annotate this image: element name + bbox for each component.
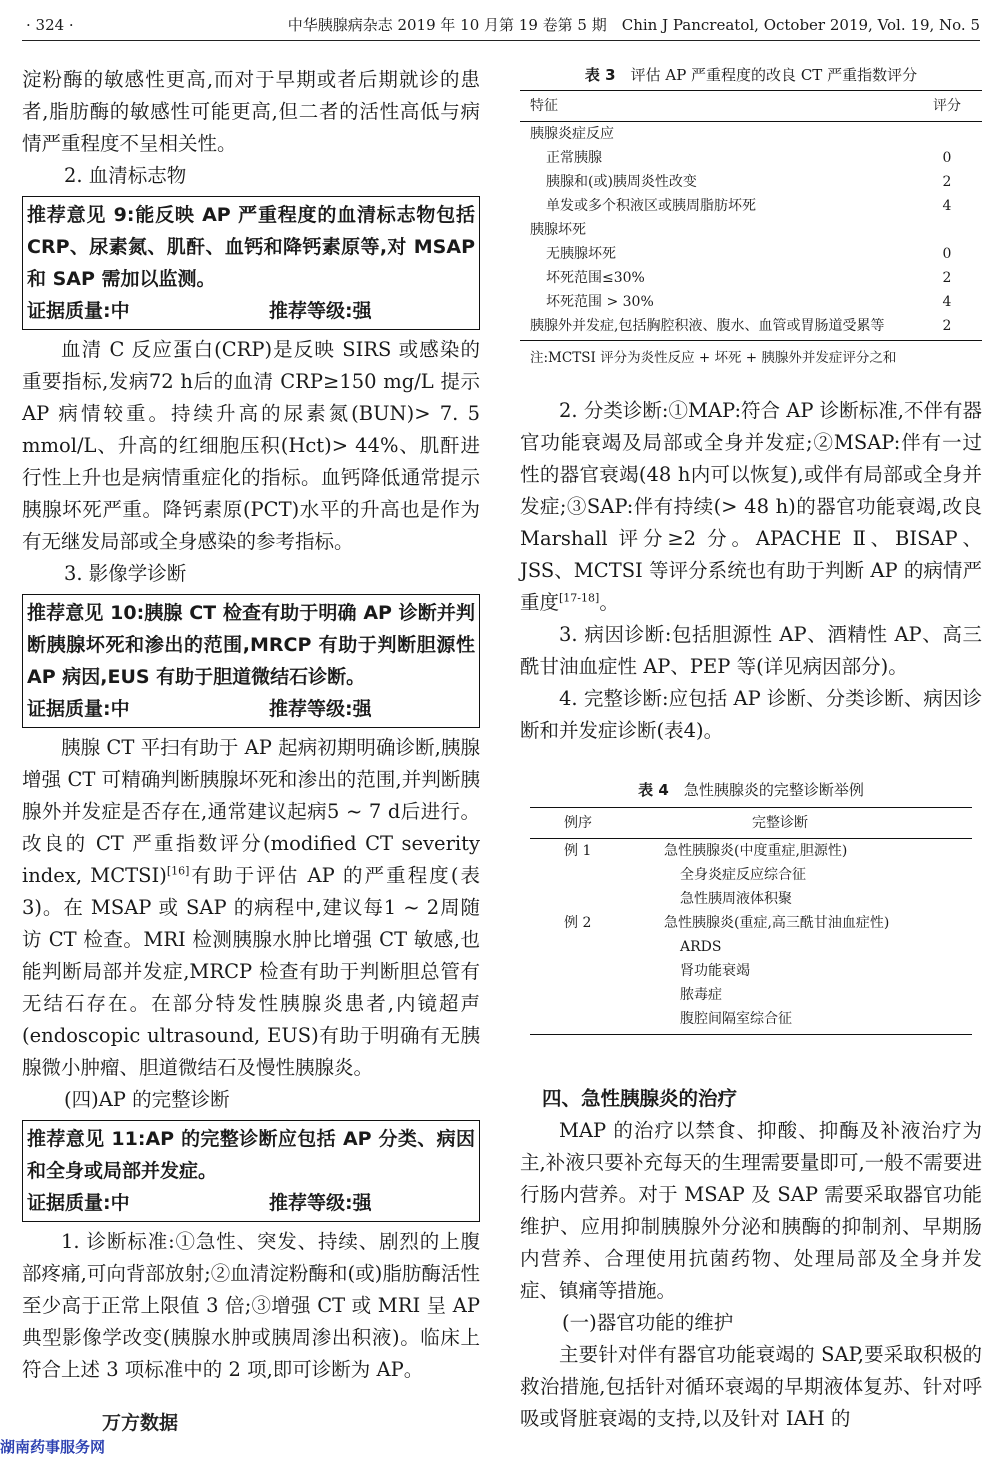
evidence-quality: 证据质量:中 <box>27 698 130 720</box>
site-watermark: 湖南药事服务网 <box>0 1438 106 1456</box>
row-label: 胰腺坏死 <box>530 222 586 238</box>
table-row <box>530 1007 972 1035</box>
table-3-title: 评估 AP 严重程度的改良 CT 严重指数评分 <box>630 66 918 84</box>
case-sub-diagnosis: 急性胰周液体积聚 <box>680 891 792 907</box>
table-row <box>530 839 972 864</box>
running-header <box>22 14 980 41</box>
case-sub-diagnosis: ARDS <box>680 939 722 955</box>
recommendation-9-text: 推荐意见 9:能反映 AP 严重程度的血清标志物包括 CRP、尿素氮、肌酐、血钙和降钙素原等,对 MSAP 和 SAP 需加以监测。 <box>27 204 475 290</box>
row-label: 胰腺外并发症,包括胸腔积液、腹水、血管或胃肠道受累等 <box>520 314 912 341</box>
row-score: 2 <box>912 314 982 341</box>
case-sub-diagnosis: 全身炎症反应综合征 <box>680 867 806 883</box>
table-row <box>520 266 982 290</box>
recommendation-9-meta <box>27 295 475 327</box>
row-label: 坏死范围 > 30% <box>546 294 654 310</box>
recommendation-9-box <box>22 196 480 330</box>
case-sub-diagnosis: 腹腔间隔室综合征 <box>664 1007 972 1035</box>
case-label: 例 1 <box>564 843 592 859</box>
heading-imaging: 3. 影像学诊断 <box>64 562 187 585</box>
table-row <box>520 314 982 341</box>
row-label: 无胰腺坏死 <box>546 246 616 262</box>
table-row <box>520 170 982 194</box>
paragraph-treatment: MAP 的治疗以禁食、抑酸、抑酶及补液治疗为主,补液只要补充每天的生理需要量即可,一般不需要进行肠内营养。对于 MSAP 及 SAP 需要采取器官功能维护、应用抑制胰腺外分泌和胰酶的抑制剂、早期肠内营养、合理使用抗菌药物、处理局部及全身并发症、镇痛等措施。 <box>520 1119 982 1302</box>
table-row <box>530 911 972 935</box>
wanfang-data-mark: 万方数据 <box>102 1412 179 1434</box>
recommendation-11-text: 推荐意见 11:AP 的完整诊断应包括 AP 分类、病因和全身或局部并发症。 <box>27 1128 475 1182</box>
evidence-quality: 证据质量:中 <box>27 1192 130 1214</box>
page-number: · 324 · <box>26 16 74 34</box>
row-score <box>912 122 982 147</box>
paragraph-organ-function: 主要针对伴有器官功能衰竭的 SAP,要采取积极的救治措施,包括针对循环衰竭的早期液体复苏、针对呼吸或肾脏衰竭的支持,以及针对 IAH 的 <box>520 1343 982 1430</box>
table-3-label: 表 3 <box>584 66 616 84</box>
table-row <box>530 983 972 1007</box>
column-header-score: 评分 <box>912 91 982 122</box>
row-label: 单发或多个积液区或胰周脂肪坏死 <box>546 198 756 214</box>
case-sub-diagnosis: 肾功能衰竭 <box>680 963 750 979</box>
row-score: 2 <box>942 174 952 190</box>
row-label: 正常胰腺 <box>546 150 602 166</box>
table-row <box>520 242 982 266</box>
column-header-diagnosis: 完整诊断 <box>664 808 972 839</box>
recommendation-10-text: 推荐意见 10:胰腺 CT 检查有助于明确 AP 诊断并判断胰腺坏死和渗出的范围,MRCP 有助于判断胆源性 AP 病因,EUS 有助于胆道微结石诊断。 <box>27 602 475 688</box>
paragraph-complete-diagnosis: 4. 完整诊断:应包括 AP 诊断、分类诊断、病因诊断和并发症诊断(表4)。 <box>520 687 982 742</box>
row-score <box>912 218 982 242</box>
left-column <box>22 64 480 1386</box>
table-row <box>530 887 972 911</box>
paragraph-classification <box>520 395 982 619</box>
paragraph-classification-part2: 。 <box>599 591 619 614</box>
evidence-quality: 证据质量:中 <box>27 300 130 322</box>
table-row <box>530 863 972 887</box>
row-label: 坏死范围≤30% <box>546 270 645 286</box>
paragraph-ct-part2: 有助于评估 AP 的严重程度(表3)。在 MSAP 或 SAP 的病程中,建议每1 ~ 2周随访 CT 检查。MRI 检测胰腺水肿比增强 CT 敏感,也能判断局部并发症,MRCP 检查有助于判断胆总管有无结石存在。在部分特发性胰腺炎患者,内镜超声(endoscopic ultrasound, EUS)有助于明确有无胰腺微小肿瘤、胆道微结石及慢性胰腺炎。 <box>22 864 480 1079</box>
recommendation-grade: 推荐等级:强 <box>269 1192 372 1214</box>
case-main-diagnosis: 急性胰腺炎(中度重症,胆源性) <box>664 843 848 859</box>
paragraph-classification-part1: 2. 分类诊断:①MAP:符合 AP 诊断标准,不伴有器官功能衰竭及局部或全身并发症;②MSAP:伴有一过性的器官衰竭(48 h内可以恢复),或伴有局部或全身并发症;③SAP:伴有持续(> 48 h)的器官功能衰竭,改良 Marshall 评分≥2 分。APACHE Ⅱ、BISAP、JSS、MCTSI 等评分系统也有助于判断 AP 的病情严重度 <box>520 399 982 614</box>
table-4 <box>530 807 972 1035</box>
row-label: 胰腺炎症反应 <box>530 126 614 142</box>
table-row <box>520 194 982 218</box>
recommendation-11-box <box>22 1120 480 1222</box>
table-4-title: 急性胰腺炎的完整诊断举例 <box>683 781 864 799</box>
table-row <box>530 959 972 983</box>
paragraph-etiology: 3. 病因诊断:包括胆源性 AP、酒精性 AP、高三酰甘油血症性 AP、PEP 等(详见病因部分)。 <box>520 623 982 678</box>
heading-serum-markers: 2. 血清标志物 <box>64 164 187 187</box>
row-score: 4 <box>942 198 952 214</box>
table-3-caption <box>520 64 982 86</box>
right-column <box>520 64 982 1435</box>
table-row <box>520 218 982 242</box>
table-header-row <box>530 808 972 839</box>
journal-info: 中华胰腺病杂志 2019 年 10 月第 19 卷第 5 期 Chin J Pancreatol, October 2019, Vol. 19, No. 5 <box>287 16 980 34</box>
heading-complete-diagnosis: (四)AP 的完整诊断 <box>64 1088 230 1111</box>
paragraph-crp: 血清 C 反应蛋白(CRP)是反映 SIRS 或感染的重要指标,发病72 h后的血清 CRP≥150 mg/L 提示 AP 病情较重。持续升高的尿素氮(BUN)> 7. 5 mmol/L、升高的红细胞压积(Hct)> 44%、肌酐进行性上升也是病情重症化的指标。血钙降低通常提示胰腺坏死严重。降钙素原(PCT)水平的升高也是作为有无继发局部或全身感染的参考指标。 <box>22 338 480 553</box>
citation-ref: [17-18] <box>559 591 600 605</box>
table-row <box>520 146 982 170</box>
table-row <box>520 290 982 314</box>
table-3 <box>520 90 982 341</box>
paragraph-ct-part1: 胰腺 CT 平扫有助于 AP 起病初期明确诊断,胰腺增强 CT 可精确判断胰腺坏死和渗出的范围,并判断胰腺外并发症是否存在,通常建议起病5 ~ 7 d后进行。改良的 CT 严重指数评分(modified CT severity index, MCTSI) <box>22 736 480 887</box>
table-row <box>530 935 972 959</box>
column-header-feature: 特征 <box>520 91 912 122</box>
row-score: 4 <box>942 294 952 310</box>
table-4-caption <box>520 779 982 801</box>
recommendation-10-meta <box>27 693 475 725</box>
table-4-label: 表 4 <box>638 781 669 799</box>
table-header-row <box>520 91 982 122</box>
recommendation-grade: 推荐等级:强 <box>269 300 372 322</box>
table-row <box>520 122 982 147</box>
recommendation-grade: 推荐等级:强 <box>269 698 372 720</box>
heading-organ-function: (一)器官功能的维护 <box>562 1311 734 1334</box>
recommendation-11-meta <box>27 1187 475 1219</box>
recommendation-10-box <box>22 594 480 728</box>
row-score: 0 <box>942 246 952 262</box>
paragraph-diagnostic-criteria: 1. 诊断标准:①急性、突发、持续、剧烈的上腹部疼痛,可向背部放射;②血清淀粉酶和(或)脂肪酶活性至少高于正常上限值 3 倍;③增强 CT 或 MRI 呈 AP 典型影像学改变(胰腺水肿或胰周渗出积液)。临床上符合上述 3 项标准中的 2 项,即可诊断为 AP。 <box>22 1230 480 1381</box>
citation-ref: [16] <box>166 864 190 878</box>
case-main-diagnosis: 急性胰腺炎(重症,高三酰甘油血症性) <box>664 915 890 931</box>
heading-treatment: 四、急性胰腺炎的治疗 <box>542 1087 738 1110</box>
case-label: 例 2 <box>564 915 592 931</box>
case-sub-diagnosis: 脓毒症 <box>680 987 722 1003</box>
paragraph-enzyme-sensitivity: 淀粉酶的敏感性更高,而对于早期或者后期就诊的患者,脂肪酶的敏感性可能更高,但二者的活性高低与病情严重程度不呈相关性。 <box>22 68 480 155</box>
row-score: 2 <box>942 270 952 286</box>
table-3-note: 注:MCTSI 评分为炎性反应 + 坏死 + 胰腺外并发症评分之和 <box>530 350 897 366</box>
row-label: 胰腺和(或)胰周炎性改变 <box>546 174 697 190</box>
paragraph-ct <box>22 732 480 1084</box>
row-score: 0 <box>942 150 952 166</box>
column-header-case: 例序 <box>530 808 664 839</box>
